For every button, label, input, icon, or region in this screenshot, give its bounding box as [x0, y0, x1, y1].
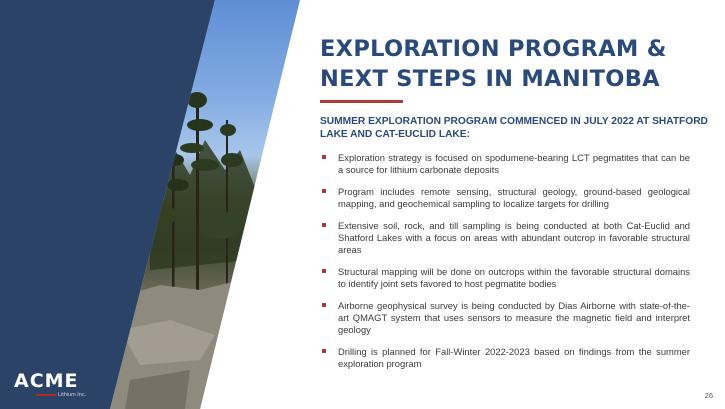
bullet-marker [322, 155, 326, 159]
bullet-item [322, 220, 690, 255]
slide-title: EXPLORATION PROGRAM & NEXT STEPS IN MANITOBA [320, 36, 667, 92]
bullet-text: Drilling is planned for Fall-Winter 2022-2023 based on findings from the summer exploration program [338, 346, 690, 369]
bullet-text: Program includes remote sensing, structural geology, ground-based geological mapping, and geochemical sampling to localize targets for drilling [338, 186, 690, 209]
title-underline [320, 100, 403, 103]
slide-subtitle: SUMMER EXPLORATION PROGRAM COMMENCED IN JULY 2022 AT SHATFORD LAKE AND CAT-EUCLID LAKE: [320, 116, 708, 140]
logo-subtitle [36, 392, 86, 398]
bullet-marker [322, 223, 326, 227]
acme-logo [14, 372, 86, 398]
bullet-text: Exploration strategy is focused on spodumene-bearing LCT pegmatites that can be a source for lithium carbonate deposits [338, 152, 690, 175]
bullet-marker [322, 303, 326, 307]
bullet-item [322, 152, 690, 175]
bullet-item [322, 186, 690, 209]
bullet-item [322, 346, 690, 369]
bullet-item [322, 266, 690, 289]
bullet-item [322, 300, 690, 335]
logo-subtitle-text: Lithium Inc. [58, 392, 87, 398]
bullet-marker [322, 269, 326, 273]
bullet-text: Extensive soil, rock, and till sampling is being conducted at both Cat-Euclid and Shatford Lakes with a focus on areas with abundant outcrop in favorable structural areas [338, 220, 690, 255]
page-number: 26 [704, 391, 713, 400]
bullet-marker [322, 349, 326, 353]
bullet-marker [322, 189, 326, 193]
bullet-list [322, 152, 690, 369]
bullet-text: Structural mapping will be done on outcrops within the favorable structural domains to identify joint sets favored to host pegmatite bodies [338, 266, 690, 289]
logo-name: ACME [14, 370, 79, 392]
bullet-text: Airborne geophysical survey is being conducted by Dias Airborne with state-of-the-art QMAGT system that uses sensors to measure the magnetic field and interpret geology [338, 300, 690, 335]
logo-red-line [36, 394, 56, 396]
